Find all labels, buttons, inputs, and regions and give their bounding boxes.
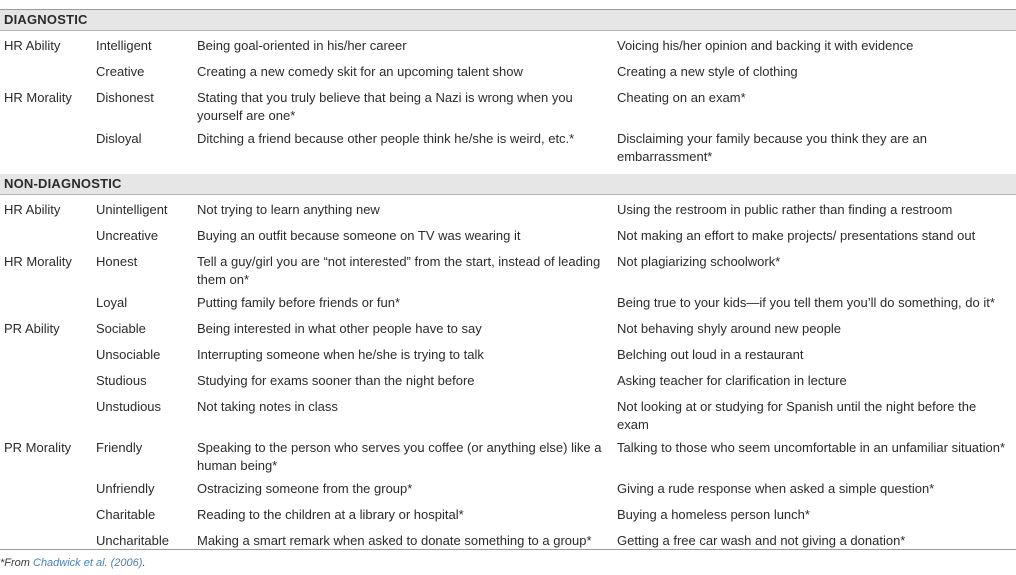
table-row [0,250,1016,291]
category-cell [0,127,96,174]
trait-cell: Intelligent [96,38,152,53]
category-cell [0,477,96,503]
table-row [0,195,1016,225]
trait-cell: Unfriendly [96,481,155,496]
behavior1-cell: Reading to the children at a library or hospital* [197,507,464,522]
footnote-prefix: *From [0,557,33,569]
behavior2-cell: Not behaving shyly around new people [617,321,842,336]
category-cell: HR Ability [4,38,61,53]
trait-cell: Uncreative [96,228,159,243]
behavior2-cell: Getting a free car wash and not giving a donation* [617,533,906,548]
trait-cell: Dishonest [96,90,154,105]
category-cell [0,224,96,250]
behavior2-cell: Giving a rude response when asked a simple question* [617,481,935,496]
behavior1-cell: Not trying to learn anything new [197,202,380,217]
table-row [0,477,1016,503]
trait-cell: Friendly [96,440,143,455]
trait-cell: Loyal [96,295,128,310]
behavior2-cell: Asking teacher for clarification in lecture [617,373,847,388]
behavior2-cell: Not plagiarizing schoolwork* [617,254,781,269]
behavior1-cell: Speaking to the person who serves you coffee (or anything else) like a human being* [197,440,602,473]
section-header-non-diagnostic [0,174,1016,195]
behavior1-cell: Being goal-oriented in his/her career [197,38,407,53]
trait-cell: Creative [96,64,145,79]
behavior2-cell: Not looking at or studying for Spanish until the night before the exam [617,399,977,432]
behavior1-cell: Studying for exams sooner than the night before [197,373,475,388]
table-row [0,343,1016,369]
behavior2-cell: Cheating on an exam* [617,90,746,105]
category-cell [0,291,96,317]
behavior1-cell: Stating that you truly believe that being a Nazi is wrong when you yourself are one* [197,90,573,123]
behavior2-cell: Creating a new style of clothing [617,64,798,79]
category-cell: HR Morality [4,90,72,105]
behavior2-cell: Using the restroom in public rather than finding a restroom [617,202,953,217]
table-row [0,224,1016,250]
trait-cell: Honest [96,254,138,269]
behavior1-cell: Buying an outfit because someone on TV was wearing it [197,228,521,243]
table-row [0,31,1016,61]
category-cell [0,369,96,395]
table-row [0,436,1016,477]
trait-cell: Unsociable [96,347,161,362]
table-row [0,369,1016,395]
category-cell: HR Ability [4,202,61,217]
category-cell: PR Ability [4,321,60,336]
section-header-diagnostic [0,10,1016,31]
table-row [0,291,1016,317]
behavior1-cell: Not taking notes in class [197,399,338,414]
trait-cell: Disloyal [96,131,142,146]
category-cell [0,343,96,369]
table-row [0,395,1016,436]
behavior2-cell: Not making an effort to make projects/ presentations stand out [617,228,976,243]
trait-cell: Unstudious [96,399,162,414]
trait-cell: Uncharitable [96,533,169,548]
table-bottom-rule [0,549,1016,550]
section-title: NON-DIAGNOSTIC [0,174,1016,195]
behavior1-cell: Ditching a friend because other people think he/she is weird, etc.* [197,131,575,146]
table-row [0,317,1016,343]
table-row [0,60,1016,86]
behavior1-cell: Creating a new comedy skit for an upcoming talent show [197,64,523,79]
behavior2-cell: Talking to those who seem uncomfortable in an unfamiliar situation* [617,440,1006,455]
table-row [0,503,1016,529]
category-cell: PR Morality [4,440,72,455]
behaviors-table [0,9,1016,570]
table-row [0,86,1016,127]
behavior1-cell: Ostracizing someone from the group* [197,481,413,496]
behavior2-cell: Disclaiming your family because you think they are an embarrassment* [617,131,927,164]
category-cell [0,60,96,86]
trait-cell: Charitable [96,507,156,522]
trait-cell: Unintelligent [96,202,168,217]
category-cell [0,395,96,436]
category-cell [0,503,96,529]
trait-cell: Studious [96,373,147,388]
footnote-reference-link[interactable]: Chadwick et al. (2006) [33,557,143,569]
trait-cell: Sociable [96,321,146,336]
table-row [0,127,1016,174]
behavior2-cell: Voicing his/her opinion and backing it with evidence [617,38,914,53]
category-cell: HR Morality [4,254,72,269]
behavior2-cell: Buying a homeless person lunch* [617,507,810,522]
behavior1-cell: Making a smart remark when asked to donate something to a group* [197,533,592,548]
footnote-suffix: . [142,557,146,569]
behavior1-cell: Being interested in what other people have to say [197,321,482,336]
behavior2-cell: Being true to your kids—if you tell them you’ll do something, do it* [617,295,995,310]
section-title: DIAGNOSTIC [0,10,1016,31]
behavior1-cell: Interrupting someone when he/she is trying to talk [197,347,484,362]
table-footnote [0,557,146,569]
behavior1-cell: Tell a guy/girl you are “not interested” from the start, instead of leading them on* [197,254,601,287]
behavior2-cell: Belching out loud in a restaurant [617,347,804,362]
behavior1-cell: Putting family before friends or fun* [197,295,401,310]
